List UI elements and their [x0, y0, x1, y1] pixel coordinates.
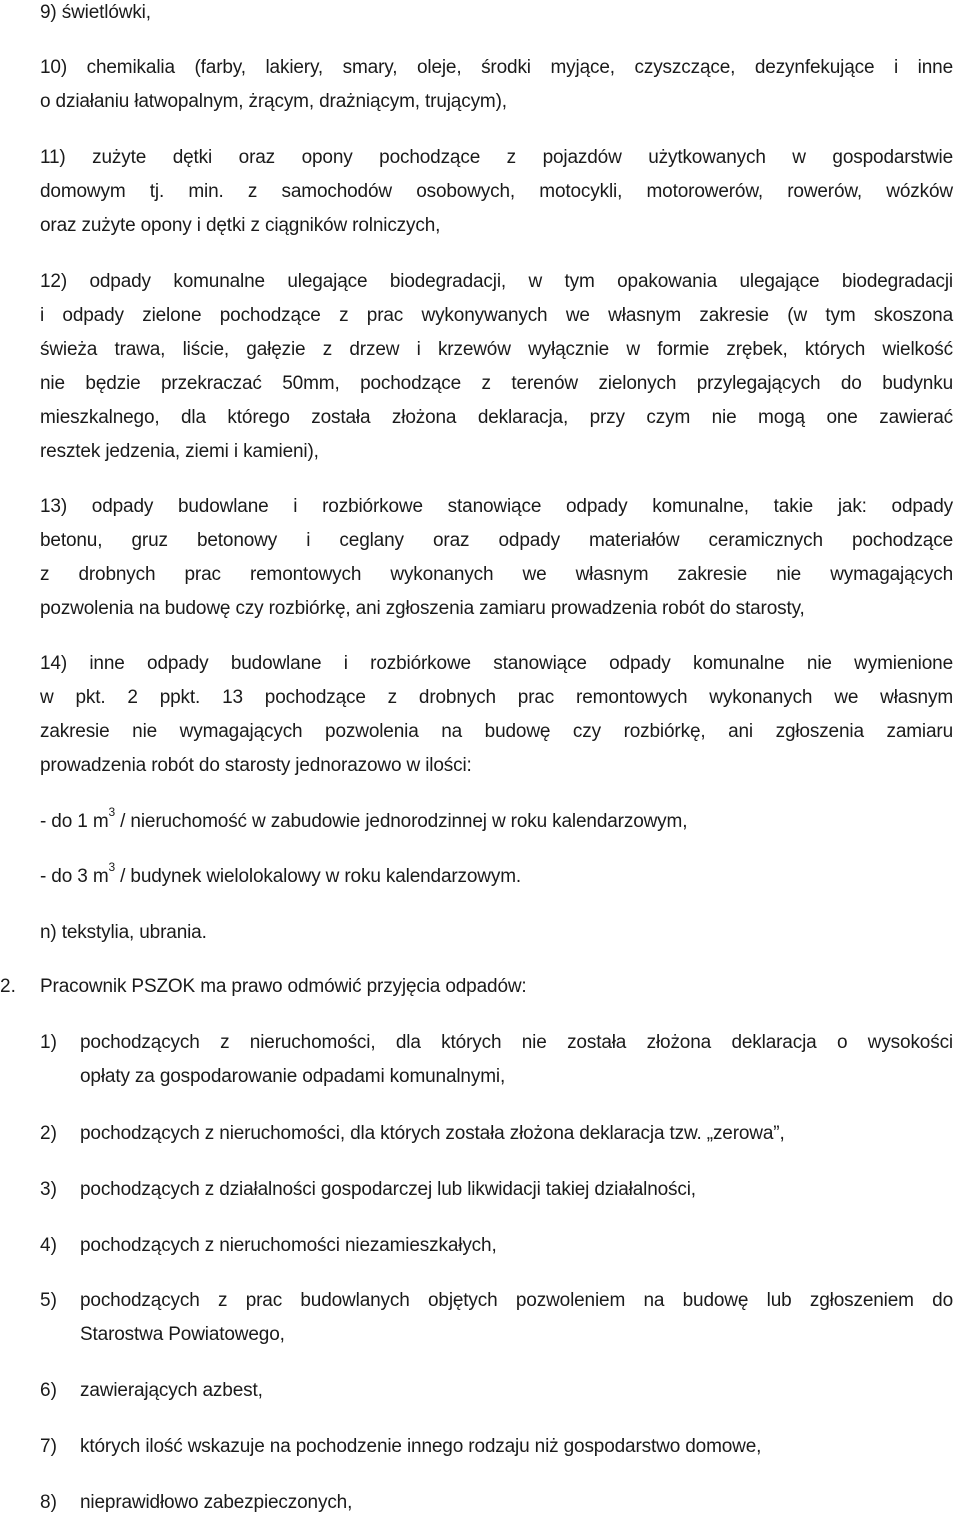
- quantity-exponent: 3: [108, 859, 116, 874]
- item-13-line-3: z drobnych prac remontowych wykonanych we własnym zakresie nie wymagających: [40, 564, 953, 585]
- item-n-line: n) tekstylia, ubrania.: [40, 922, 207, 943]
- refusal-item-1-line-2: opłaty za gospodarowanie odpadami komunalnymi,: [80, 1066, 506, 1087]
- refusal-item-5-line-1: pochodzących z prac budowlanych objętych pozwoleniem na budowę lub zgłoszeniem do: [80, 1290, 953, 1311]
- item-10-line-2: o działaniu łatwopalnym, żrącym, drażniącym, trującym),: [40, 91, 507, 112]
- item-13-line-1: 13) odpady budowlane i rozbiórkowe stanowiące odpady komunalne, takie jak: odpady: [40, 496, 953, 517]
- quantity-exponent: 3: [108, 804, 116, 819]
- item-12-line-5: mieszkalnego, dla którego została złożona deklaracja, przy czym nie mogą one zawierać: [40, 407, 953, 428]
- refusal-item-1-number: 1): [40, 1032, 57, 1053]
- item-11-line-1: 11) zużyte dętki oraz opony pochodzące z pojazdów użytkowanych w gospodarstwie: [40, 147, 953, 168]
- item-13-line-2: betonu, gruz betonowy i ceglany oraz odpady materiałów ceramicznych pochodzące: [40, 530, 953, 551]
- refusal-item-8-number: 8): [40, 1492, 57, 1513]
- refusal-item-7-line-1: których ilość wskazuje na pochodzenie innego rodzaju niż gospodarstwo domowe,: [80, 1436, 762, 1457]
- refusal-item-6-number: 6): [40, 1380, 57, 1401]
- refusal-item-4-number: 4): [40, 1235, 57, 1256]
- refusal-item-3-number: 3): [40, 1179, 57, 1200]
- refusal-item-7-number: 7): [40, 1436, 57, 1457]
- item-12-line-1: 12) odpady komunalne ulegające biodegradacji, w tym opakowania ulegające biodegradacji: [40, 271, 953, 292]
- quantity-suffix: / nieruchomość w zabudowie jednorodzinnej w roku kalendarzowym,: [115, 811, 688, 832]
- item-11-line-2: domowym tj. min. z samochodów osobowych, motocykli, motorowerów, rowerów, wózków: [40, 181, 953, 202]
- item-13-line-4: pozwolenia na budowę czy rozbiórkę, ani zgłoszenia zamiaru prowadzenia robót do starosty,: [40, 598, 805, 619]
- quantity-prefix: - do 3 m: [40, 866, 109, 887]
- item-12-line-4: nie będzie przekraczać 50mm, pochodzące z terenów zielonych przylegających do budynku: [40, 373, 953, 394]
- refusal-item-6-line-1: zawierających azbest,: [80, 1380, 263, 1401]
- refusal-item-3-line-1: pochodzących z działalności gospodarczej lub likwidacji takiej działalności,: [80, 1179, 696, 1200]
- item-9-line-1: 9) świetlówki,: [40, 2, 151, 23]
- quantity-multi-family: [40, 859, 522, 890]
- item-14-line-3: zakresie nie wymagających pozwolenia na budowę czy rozbiórkę, ani zgłoszenia zamiaru: [40, 721, 953, 742]
- refusal-item-5-line-2: Starostwa Powiatowego,: [80, 1324, 285, 1345]
- item-14-line-4: prowadzenia robót do starosty jednorazowo w ilości:: [40, 755, 472, 776]
- item-11-line-3: oraz zużyte opony i dętki z ciągników rolniczych,: [40, 215, 441, 236]
- item-14-line-1: 14) inne odpady budowlane i rozbiórkowe stanowiące odpady komunalne nie wymienione: [40, 653, 953, 674]
- section-2-title: Pracownik PSZOK ma prawo odmówić przyjęcia odpadów:: [40, 976, 527, 997]
- item-12-line-3: świeża trawa, liście, gałęzie z drzew i krzewów wyłącznie w formie zrębek, których wielkość: [40, 339, 953, 360]
- item-12-line-6: resztek jedzenia, ziemi i kamieni),: [40, 441, 319, 462]
- item-12-line-2: i odpady zielone pochodzące z prac wykonywanych we własnym zakresie (w tym skoszona: [40, 305, 953, 326]
- section-2-number: 2.: [0, 976, 16, 997]
- item-10-line-1: 10) chemikalia (farby, lakiery, smary, oleje, środki myjące, czyszczące, dezynfekujące i inne: [40, 57, 953, 78]
- refusal-item-1-line-1: pochodzących z nieruchomości, dla których nie została złożona deklaracja o wysokości: [80, 1032, 953, 1053]
- refusal-item-2-line-1: pochodzących z nieruchomości, dla których została złożona deklaracja tzw. „zerowa”,: [80, 1123, 785, 1144]
- refusal-item-5-number: 5): [40, 1290, 57, 1311]
- quantity-suffix: / budynek wielolokalowy w roku kalendarzowym.: [115, 866, 522, 887]
- quantity-prefix: - do 1 m: [40, 811, 109, 832]
- item-14-line-2: w pkt. 2 ppkt. 13 pochodzące z drobnych prac remontowych wykonanych we własnym: [40, 687, 953, 708]
- quantity-single-family: [40, 804, 688, 835]
- refusal-item-8-line-1: nieprawidłowo zabezpieczonych,: [80, 1492, 353, 1513]
- refusal-item-4-line-1: pochodzących z nieruchomości niezamieszkałych,: [80, 1235, 497, 1256]
- refusal-item-2-number: 2): [40, 1123, 57, 1144]
